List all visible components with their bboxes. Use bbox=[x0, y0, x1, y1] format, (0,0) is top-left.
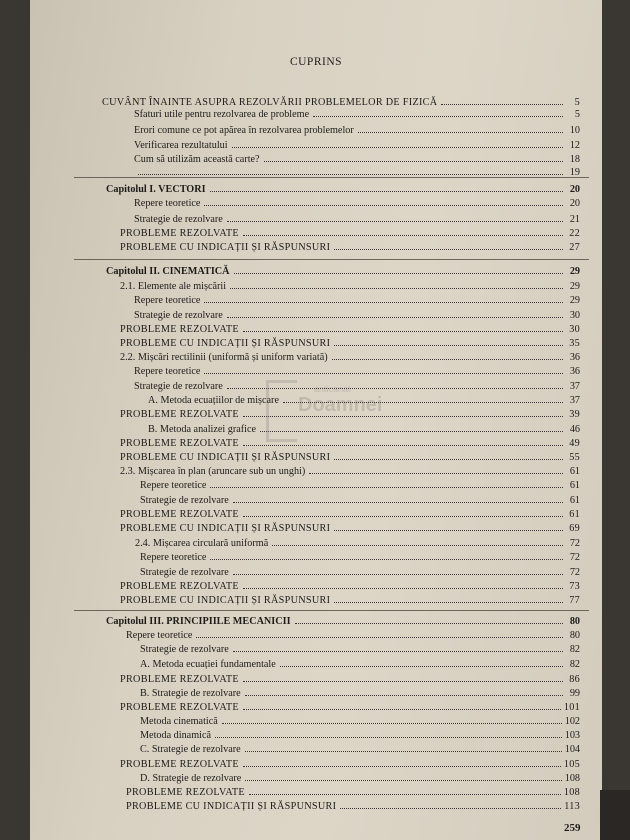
toc-entry bbox=[106, 183, 580, 196]
toc-entry-title: PROBLEME REZOLVATE bbox=[120, 409, 239, 420]
dot-leader bbox=[233, 574, 563, 575]
toc-entry-title: PROBLEME REZOLVATE bbox=[120, 324, 239, 335]
toc-entry-title: A. Metoda ecuației fundamentale bbox=[140, 659, 276, 670]
toc-entry-page: 80 bbox=[569, 616, 580, 627]
toc-entry-page: 37 bbox=[569, 381, 580, 392]
dot-leader bbox=[334, 530, 563, 531]
toc-entry-page: 36 bbox=[569, 366, 580, 377]
dot-leader bbox=[210, 559, 563, 560]
toc-entry-page: 30 bbox=[569, 324, 580, 335]
dot-leader bbox=[243, 516, 563, 517]
dot-leader bbox=[340, 808, 561, 809]
toc-entry bbox=[140, 551, 580, 564]
dot-leader bbox=[245, 695, 563, 696]
toc-entry-page: 49 bbox=[569, 438, 580, 449]
toc-entry-page: 20 bbox=[569, 198, 580, 209]
toc-entry bbox=[106, 615, 580, 628]
toc-entry bbox=[106, 265, 580, 278]
dot-leader bbox=[441, 104, 563, 105]
toc-entry bbox=[126, 800, 580, 813]
toc-entry-page: 77 bbox=[569, 595, 580, 606]
toc-entry-title: PROBLEME REZOLVATE bbox=[120, 759, 239, 770]
toc-entry-title: Repere teoretice bbox=[134, 198, 201, 209]
dot-leader bbox=[243, 709, 561, 710]
toc-entry-page: 5 bbox=[574, 97, 580, 108]
toc-entry bbox=[135, 537, 580, 550]
watermark-text-small: anticariat bbox=[314, 384, 351, 394]
toc-entry-page: 72 bbox=[569, 552, 580, 563]
dot-leader bbox=[358, 132, 563, 133]
toc-entry-page: 69 bbox=[569, 523, 580, 534]
dot-leader bbox=[232, 147, 563, 148]
toc-entry bbox=[134, 365, 580, 378]
toc-entry bbox=[134, 124, 580, 137]
toc-entry-page: 37 bbox=[569, 395, 580, 406]
dot-leader bbox=[204, 373, 563, 374]
toc-entry-title: C. Strategie de rezolvare bbox=[140, 744, 241, 755]
dot-leader bbox=[264, 161, 563, 162]
toc-entry-title: Repere teoretice bbox=[126, 630, 193, 641]
toc-entry-title: PROBLEME CU INDICAȚII ȘI RĂSPUNSURI bbox=[120, 523, 331, 534]
dot-leader bbox=[215, 737, 562, 738]
toc-entry bbox=[120, 673, 580, 686]
toc-entry-title: Capitolul III. PRINCIPIILE MECANICII bbox=[106, 616, 291, 627]
toc-entry-page: 105 bbox=[563, 759, 580, 770]
toc-entry-page: 82 bbox=[569, 644, 580, 655]
page-number: 259 bbox=[564, 822, 581, 834]
toc-entry-title: Verificarea rezultatului bbox=[134, 140, 228, 151]
dot-leader bbox=[138, 174, 563, 175]
toc-entry bbox=[134, 197, 580, 210]
toc-entry-page: 19 bbox=[569, 167, 580, 178]
toc-entry-page: 29 bbox=[569, 295, 580, 306]
toc-entry bbox=[134, 108, 580, 121]
toc-entry bbox=[134, 309, 580, 322]
toc-entry bbox=[120, 451, 580, 464]
dot-leader bbox=[334, 249, 563, 250]
toc-entry-title: PROBLEME CU INDICAȚII ȘI RĂSPUNSURI bbox=[120, 242, 331, 253]
toc-entry-page: 10 bbox=[569, 125, 580, 136]
toc-entry-title: PROBLEME REZOLVATE bbox=[126, 787, 245, 798]
book-page bbox=[30, 0, 602, 840]
toc-entry-title: PROBLEME REZOLVATE bbox=[120, 228, 239, 239]
toc-entry-title: Repere teoretice bbox=[134, 295, 201, 306]
toc-entry-page: 46 bbox=[569, 424, 580, 435]
dot-leader bbox=[233, 502, 563, 503]
toc-entry-page: 61 bbox=[569, 509, 580, 520]
toc-entry-page: 108 bbox=[563, 787, 580, 798]
toc-entry-page: 36 bbox=[569, 352, 580, 363]
dot-leader bbox=[210, 487, 563, 488]
toc-entry-page: 12 bbox=[569, 140, 580, 151]
toc-entry-title: Capitolul II. CINEMATICĂ bbox=[106, 266, 230, 277]
watermark-logo bbox=[266, 380, 416, 436]
toc-entry-page: 27 bbox=[569, 242, 580, 253]
toc-entry-title: PROBLEME CU INDICAȚII ȘI RĂSPUNSURI bbox=[126, 801, 337, 812]
toc-entry-page: 61 bbox=[569, 480, 580, 491]
toc-entry-title: Metoda dinamică bbox=[140, 730, 212, 741]
toc-entry-title: Cum să utilizăm această carte? bbox=[134, 154, 260, 165]
section-divider bbox=[74, 259, 589, 260]
toc-entry bbox=[120, 337, 580, 350]
dot-leader bbox=[334, 345, 563, 346]
toc-entry-page: 29 bbox=[569, 281, 580, 292]
toc-entry bbox=[134, 294, 580, 307]
toc-entry bbox=[140, 729, 580, 742]
toc-entry-title: B. Metoda analizei grafice bbox=[148, 424, 257, 435]
toc-entry bbox=[140, 715, 580, 728]
toc-entry-page: 113 bbox=[564, 801, 580, 812]
toc-entry-title: Strategie de rezolvare bbox=[140, 644, 229, 655]
toc-entry bbox=[120, 227, 580, 240]
toc-entry-title: PROBLEME CU INDICAȚII ȘI RĂSPUNSURI bbox=[120, 452, 331, 463]
dot-leader bbox=[280, 666, 563, 667]
toc-entry-title: 2.3. Mișcarea în plan (aruncare sub un unghi) bbox=[120, 466, 306, 477]
toc-entry-page: 35 bbox=[569, 338, 580, 349]
toc-entry-title: Strategie de rezolvare bbox=[140, 495, 229, 506]
dot-leader bbox=[227, 317, 563, 318]
section-divider bbox=[74, 610, 589, 611]
background-corner bbox=[600, 790, 630, 840]
toc-entry-title: Repere teoretice bbox=[134, 366, 201, 377]
toc-entry-title: PROBLEME REZOLVATE bbox=[120, 702, 239, 713]
toc-entry-page: 101 bbox=[563, 702, 580, 713]
toc-entry-page: 73 bbox=[569, 581, 580, 592]
toc-entry bbox=[120, 594, 580, 607]
toc-entry-page: 61 bbox=[569, 466, 580, 477]
toc-entry bbox=[120, 580, 580, 593]
toc-entry-page: 61 bbox=[569, 495, 580, 506]
toc-entry-title: 2.1. Elemente ale mișcării bbox=[120, 281, 227, 292]
dot-leader bbox=[243, 588, 563, 589]
toc-entry bbox=[126, 786, 580, 799]
toc-entry-page: 103 bbox=[564, 730, 580, 741]
dot-leader bbox=[222, 723, 562, 724]
toc-entry-page: 108 bbox=[564, 773, 580, 784]
dot-leader bbox=[332, 359, 563, 360]
page-title: CUPRINS bbox=[289, 56, 343, 68]
toc-entry-page: 99 bbox=[569, 688, 580, 699]
dot-leader bbox=[313, 116, 563, 117]
toc-entry bbox=[120, 241, 580, 254]
section-divider bbox=[74, 177, 589, 178]
toc-entry-title: PROBLEME REZOLVATE bbox=[120, 438, 239, 449]
toc-entry-title: PROBLEME REZOLVATE bbox=[120, 509, 239, 520]
toc-entry bbox=[140, 494, 580, 507]
toc-entry-page: 5 bbox=[574, 109, 580, 120]
dot-leader bbox=[243, 681, 563, 682]
toc-entry-title: A. Metoda ecuațiilor de mișcare bbox=[148, 395, 279, 406]
toc-entry bbox=[120, 351, 580, 364]
dot-leader bbox=[245, 780, 561, 781]
toc-entry-page: 20 bbox=[569, 184, 580, 195]
toc-entry-title: D. Strategie de rezolvare bbox=[140, 773, 242, 784]
toc-entry-title: CUVÂNT ÎNAINTE ASUPRA REZOLVĂRII PROBLEMELOR DE FIZICĂ bbox=[102, 97, 438, 108]
toc-entry-page: 30 bbox=[569, 310, 580, 321]
dot-leader bbox=[243, 445, 563, 446]
toc-entry-title: Strategie de rezolvare bbox=[134, 381, 223, 392]
dot-leader bbox=[245, 751, 562, 752]
watermark-text-large: Doamnei bbox=[298, 394, 383, 416]
toc-entry bbox=[120, 280, 580, 293]
toc-entry bbox=[140, 658, 580, 671]
dot-leader bbox=[309, 473, 563, 474]
dot-leader bbox=[243, 331, 563, 332]
dot-leader bbox=[204, 205, 563, 206]
toc-entry-title: 2.2. Mișcări rectilinii (uniformă și uniform variată) bbox=[120, 352, 328, 363]
toc-entry bbox=[120, 323, 580, 336]
toc-entry bbox=[120, 701, 580, 714]
toc-entry-page: 72 bbox=[569, 538, 580, 549]
dot-leader bbox=[196, 637, 563, 638]
toc-entry-title: Repere teoretice bbox=[140, 480, 207, 491]
dot-leader bbox=[272, 545, 563, 546]
dot-leader bbox=[334, 459, 563, 460]
toc-entry-title: B. Strategie de rezolvare bbox=[140, 688, 241, 699]
toc-entry-title: Strategie de rezolvare bbox=[140, 567, 229, 578]
dot-leader bbox=[204, 302, 563, 303]
toc-entry-page: 80 bbox=[569, 630, 580, 641]
dot-leader bbox=[249, 794, 561, 795]
toc-entry bbox=[120, 437, 580, 450]
toc-entry bbox=[140, 743, 580, 756]
toc-entry-title: PROBLEME CU INDICAȚII ȘI RĂSPUNSURI bbox=[120, 595, 331, 606]
toc-entry bbox=[140, 566, 580, 579]
dot-leader bbox=[230, 288, 563, 289]
dot-leader bbox=[243, 235, 563, 236]
dot-leader bbox=[227, 221, 563, 222]
toc-entry-title: Capitolul I. VECTORI bbox=[106, 184, 206, 195]
toc-entry-page: 104 bbox=[564, 744, 580, 755]
toc-entry-page: 29 bbox=[569, 266, 580, 277]
toc-entry-title: PROBLEME REZOLVATE bbox=[120, 674, 239, 685]
toc-entry-page: 55 bbox=[569, 452, 580, 463]
toc-entry bbox=[120, 758, 580, 771]
dot-leader bbox=[210, 191, 563, 192]
toc-entry-page: 102 bbox=[564, 716, 580, 727]
toc-entry-title: Sfaturi utile pentru rezolvarea de probleme bbox=[134, 109, 310, 120]
toc-entry bbox=[140, 687, 580, 700]
toc-entry bbox=[126, 629, 580, 642]
toc-entry-title: Strategie de rezolvare bbox=[134, 214, 223, 225]
dot-leader bbox=[295, 623, 563, 624]
dot-leader bbox=[233, 651, 563, 652]
toc-entry-page: 21 bbox=[569, 214, 580, 225]
toc-entry-page: 82 bbox=[569, 659, 580, 670]
dot-leader bbox=[334, 602, 563, 603]
toc-entry bbox=[134, 139, 580, 152]
toc-entry bbox=[134, 213, 580, 226]
toc-entry-title: PROBLEME CU INDICAȚII ȘI RĂSPUNSURI bbox=[120, 338, 331, 349]
toc-entry-page: 86 bbox=[569, 674, 580, 685]
toc-entry-page: 18 bbox=[569, 154, 580, 165]
toc-entry-title: Strategie de rezolvare bbox=[134, 310, 223, 321]
toc-entry bbox=[140, 643, 580, 656]
toc-entry-page: 39 bbox=[569, 409, 580, 420]
toc-entry-title: Erori comune ce pot apărea în rezolvarea problemelor bbox=[134, 125, 354, 136]
dot-leader bbox=[243, 766, 561, 767]
dot-leader bbox=[234, 273, 564, 274]
toc-entry bbox=[120, 508, 580, 521]
toc-entry-title: Repere teoretice bbox=[140, 552, 207, 563]
toc-entry-title: PROBLEME REZOLVATE bbox=[120, 581, 239, 592]
toc-entry-title: Metoda cinematică bbox=[140, 716, 218, 727]
toc-entry-page: 22 bbox=[569, 228, 580, 239]
toc-entry-title: 2.4. Mișcarea circulară uniformă bbox=[135, 538, 269, 549]
toc-entry-page: 72 bbox=[569, 567, 580, 578]
toc-entry bbox=[120, 522, 580, 535]
toc-entry bbox=[134, 153, 580, 166]
toc-entry bbox=[120, 465, 580, 478]
toc-entry bbox=[140, 772, 580, 785]
toc-entry bbox=[140, 479, 580, 492]
